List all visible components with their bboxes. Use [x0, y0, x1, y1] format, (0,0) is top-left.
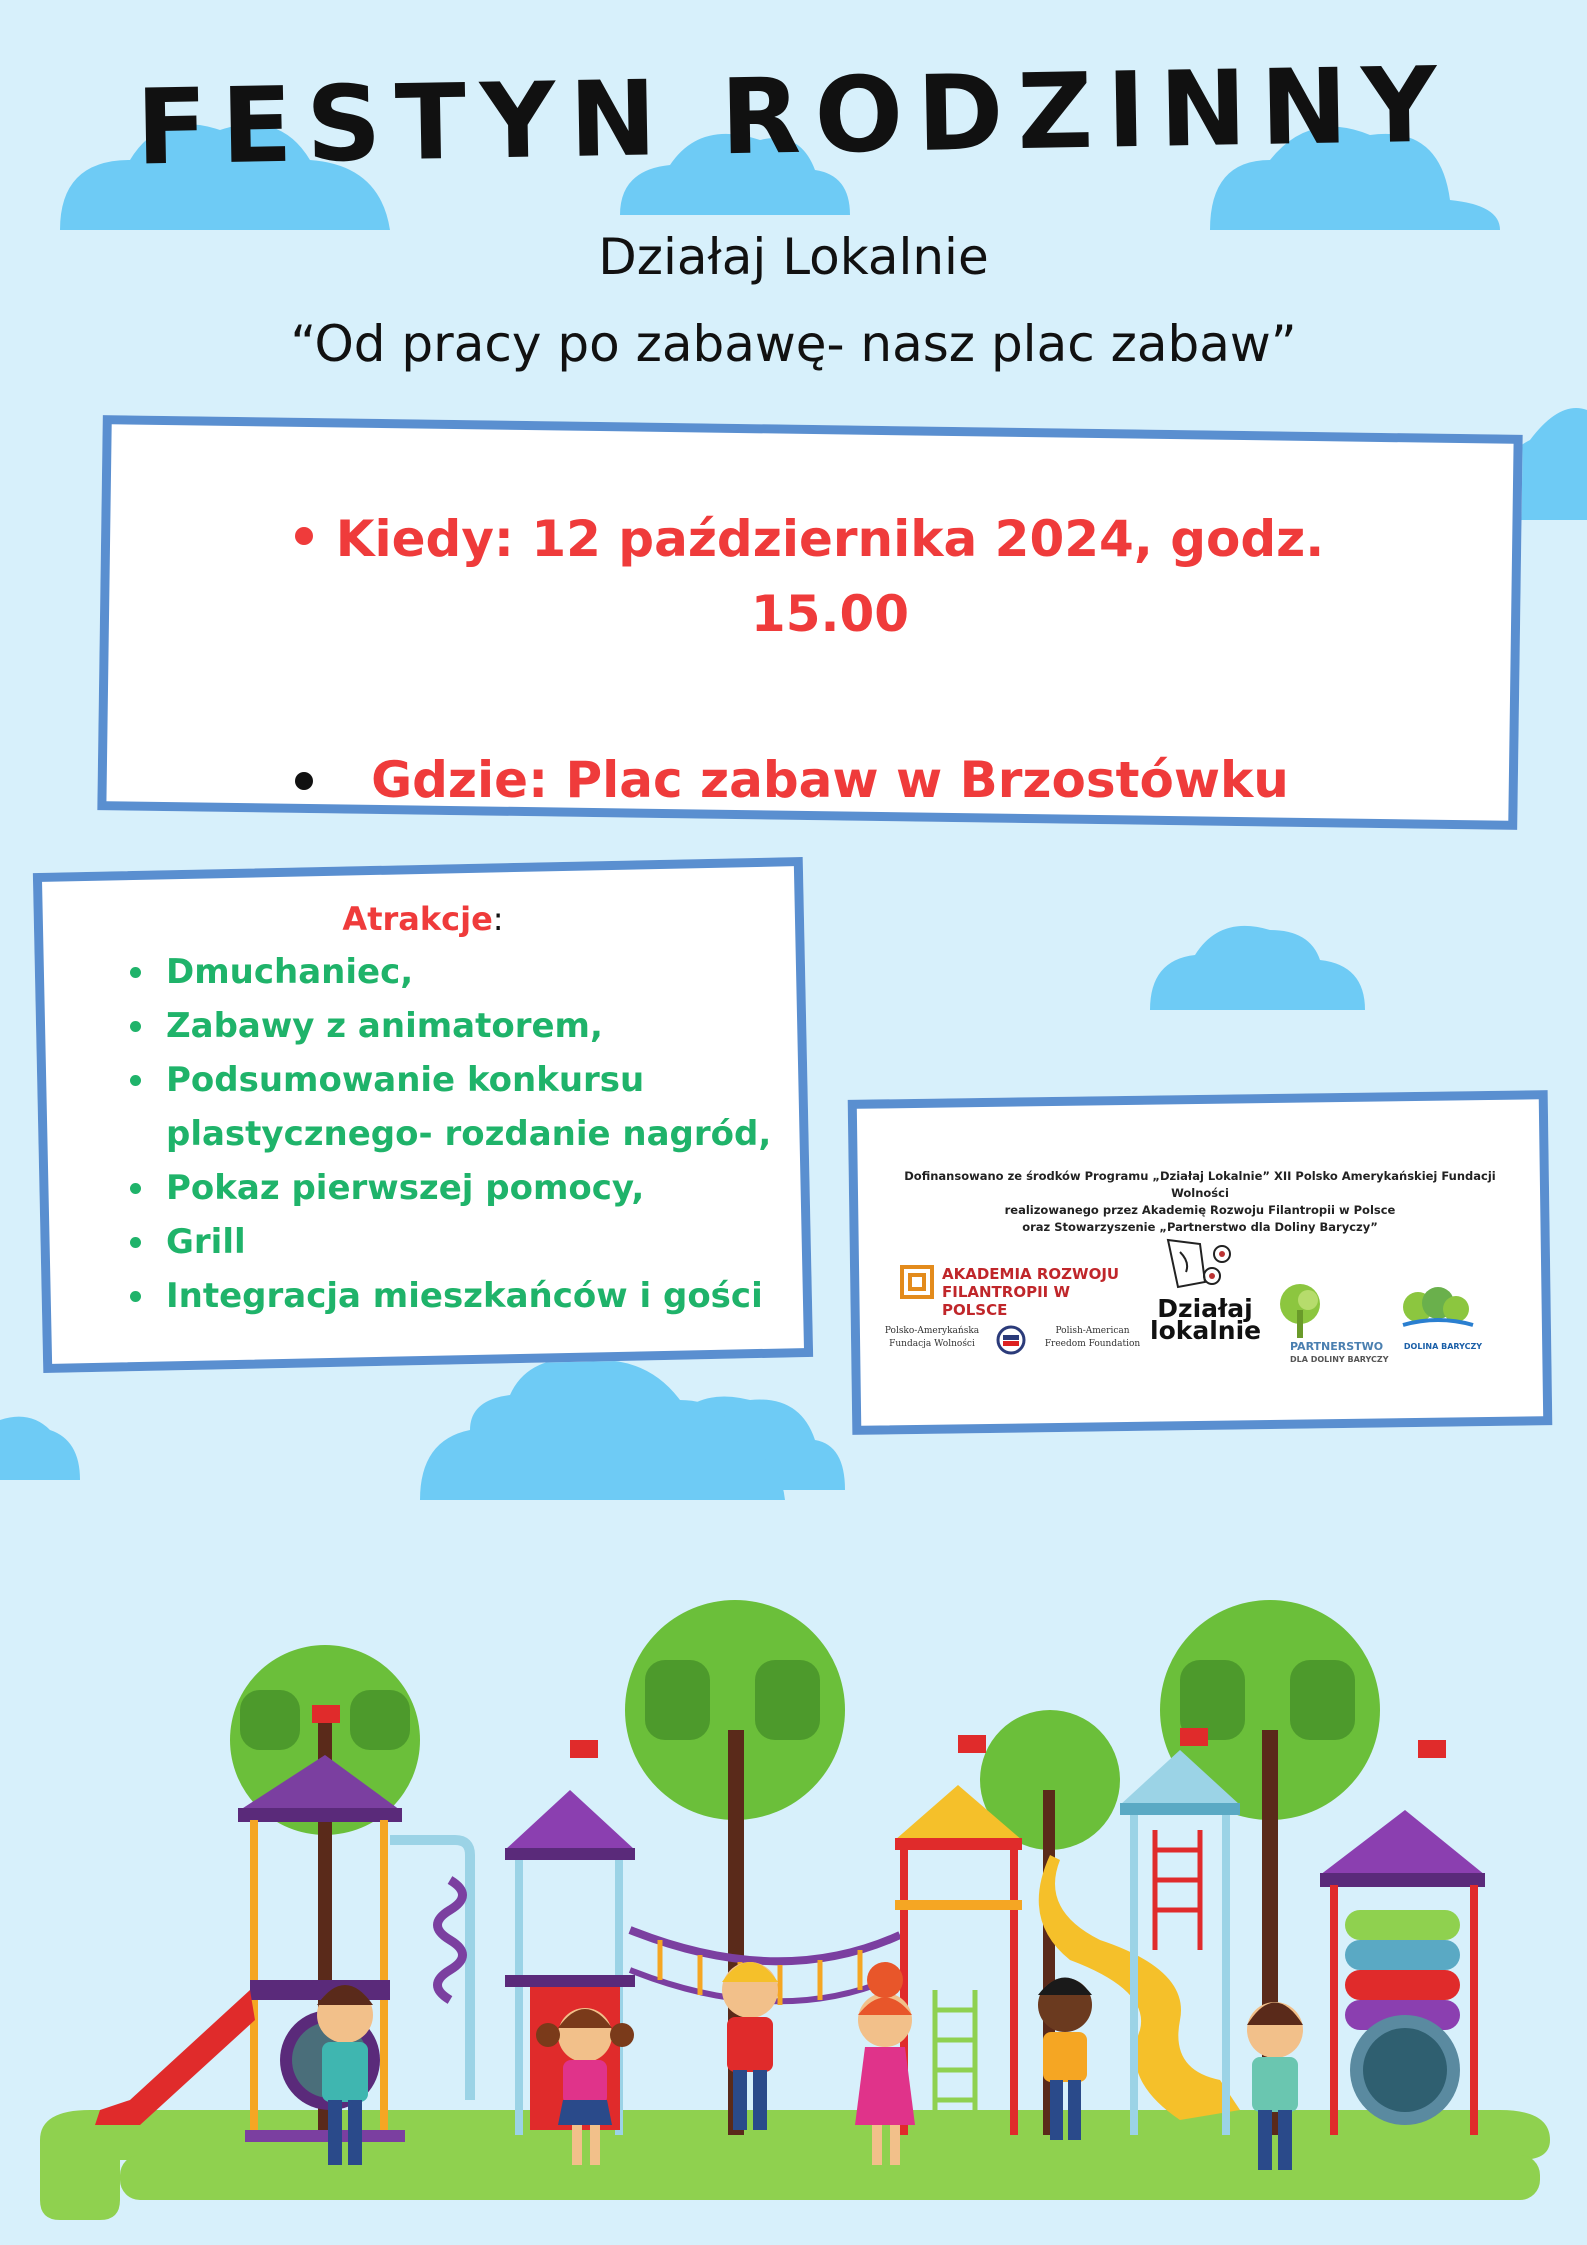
cloud-shape: [420, 1358, 785, 1500]
partnerstwo-logo: PARTNERSTWO DLA DOLINY BARYCZY: [1290, 1340, 1389, 1364]
event-when-line1: Kiedy: 12 października 2024, godz.: [335, 510, 1325, 568]
cloud-shape: [0, 1417, 80, 1480]
attraction-item-continued: plastycznego- rozdanie nagród,: [166, 1114, 772, 1154]
attraction-item: Grill: [130, 1215, 771, 1269]
bullet-when: [295, 527, 313, 545]
tower-right: [1320, 1810, 1485, 2135]
tower-3: [895, 1785, 1022, 2135]
event-when-line2: 15.00: [750, 585, 910, 643]
cloud-shape: [1150, 926, 1365, 1010]
tower-left: [95, 1755, 470, 2142]
attraction-item: Integracja mieszkańców i gości: [130, 1269, 771, 1323]
attraction-item: Podsumowanie konkursu: [130, 1053, 771, 1107]
attractions-heading: Atrakcje:: [342, 900, 504, 938]
funding-statement: Dofinansowano ze środków Programu „Działaj Lokalnie” XII Polsko Amerykańskiej Fundacji Wolności realizowanego przez Akademię Rozwoju Filantropii w Polsce oraz Stowarzyszenie „Partnerstwo dla Doliny Baryczy”: [904, 1169, 1496, 1234]
attractions-list: [130, 945, 771, 1323]
subtitle-project: “Od pracy po zabawę- nasz plac zabaw”: [290, 315, 1297, 373]
event-where: Gdzie: Plac zabaw w Brzostówku: [371, 751, 1289, 809]
attraction-item: Pokaz pierwszej pomocy,: [130, 1161, 771, 1215]
page-title: FESTYN RODZINNY: [135, 43, 1452, 189]
dolina-baryczy-icon: [1398, 1285, 1478, 1335]
attraction-item: Dmuchaniec,: [130, 945, 771, 999]
attraction-item: Zabawy z animatorem,: [130, 999, 771, 1053]
pafw-flag-icon: [996, 1325, 1026, 1355]
dzialaj-lokalnie-logo: Działaj lokalnie: [1150, 1294, 1262, 1345]
arfp-logo-icon: [900, 1265, 934, 1299]
dzialaj-lokalnie-flower-icon: [1160, 1232, 1240, 1297]
bullet-where: [295, 772, 313, 790]
subtitle-program: Działaj Lokalnie: [598, 228, 989, 286]
partnerstwo-tree-icon: [1270, 1280, 1330, 1340]
playground-illustration: [0, 1580, 1587, 2245]
pafw-logo-pl: Polsko-Amerykańska Fundacja Wolności: [884, 1326, 980, 1349]
pafw-logo-en: Polish-American Freedom Foundation: [1044, 1326, 1141, 1349]
dolina-baryczy-logo: DOLINA BARYCZY: [1403, 1342, 1483, 1351]
